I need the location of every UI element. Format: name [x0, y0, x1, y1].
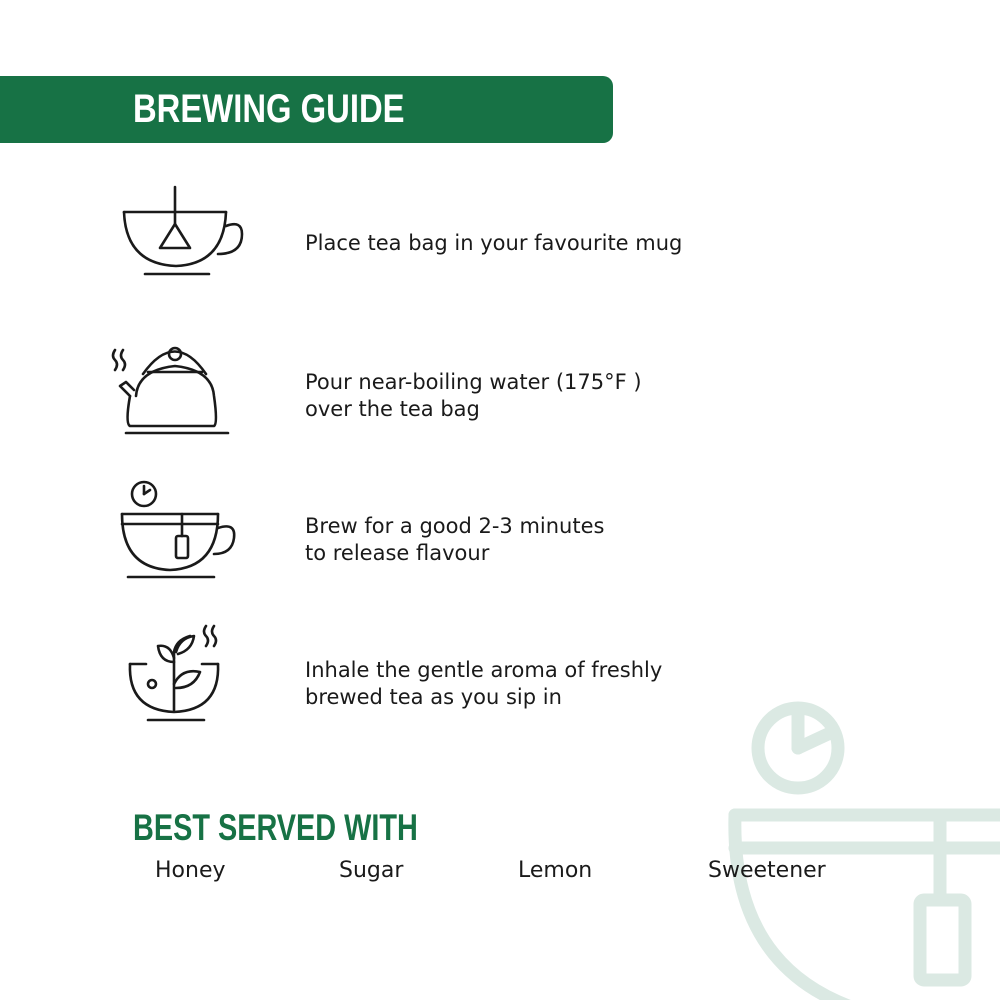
timer-tea-cup-icon [122, 482, 234, 577]
step-2-text [305, 369, 642, 423]
brewing-guide-banner [0, 76, 613, 143]
step-4-line-2: brewed tea as you sip in [305, 685, 562, 709]
pairing-honey: Honey [155, 858, 226, 883]
step-4-text [305, 657, 662, 711]
kettle-icon [113, 348, 228, 433]
pairing-lemon: Lemon [518, 858, 593, 883]
decorative-tea-cup-icon [700, 690, 1000, 1000]
step-2-line-1: Pour near-boiling water (175°F ) [305, 370, 642, 394]
step-4-line-1: Inhale the gentle aroma of freshly [305, 658, 663, 682]
brewing-guide-title: BREWING GUIDE [133, 87, 405, 131]
step-3-line-1: Brew for a good 2-3 minutes [305, 514, 605, 538]
pairing-sweetener: Sweetener [708, 858, 826, 883]
step-1-line-1: Place tea bag in your favourite mug [305, 231, 683, 255]
best-served-title: BEST SERVED WITH [133, 807, 418, 848]
step-3-text [305, 513, 604, 567]
mug-with-tea-bag-icon [118, 184, 248, 279]
aroma-bowl-icon [130, 626, 218, 720]
step-2-line-2: over the tea bag [305, 397, 480, 421]
step-3-line-2: to release flavour [305, 541, 490, 565]
pairing-sugar: Sugar [339, 858, 404, 883]
step-1-text [305, 230, 682, 257]
